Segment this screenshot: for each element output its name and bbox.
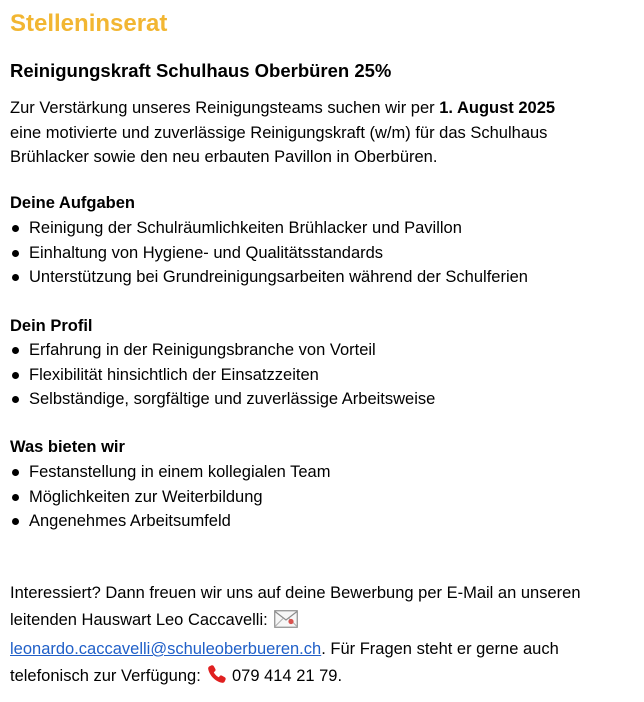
intro-text-start: Zur Verstärkung unseres Reinigungsteams suchen wir per xyxy=(10,99,440,117)
contact-line-4 xyxy=(10,663,640,693)
list-item xyxy=(10,509,330,534)
contact-line-2 xyxy=(10,607,640,637)
bullet-icon xyxy=(12,347,19,354)
contact-line-1: Interessiert? Dann freuen wir uns auf deine Bewerbung per E-Mail an unseren xyxy=(10,584,581,602)
bullet-icon xyxy=(12,225,19,232)
intro-line-1 xyxy=(10,96,636,121)
bullet-icon xyxy=(12,469,19,476)
list-item xyxy=(10,241,528,266)
contact-line-3 xyxy=(10,636,640,663)
bullet-icon xyxy=(12,494,19,501)
intro-line-2: eine motivierte und zuverlässige Reinigungskraft (w/m) für das Schulhaus xyxy=(10,123,548,142)
profile-list xyxy=(10,338,435,412)
section-heading-offer: Was bieten wir xyxy=(10,438,125,456)
contact-line-3-rest: . Für Fragen steht er gerne auch xyxy=(321,640,559,658)
list-item-text: Flexibilität hinsichtlich der Einsatzzeiten xyxy=(29,365,319,384)
intro-paragraph xyxy=(10,96,636,170)
bullet-icon xyxy=(12,518,19,525)
document-title: Stelleninserat xyxy=(10,10,168,37)
bullet-icon xyxy=(12,396,19,403)
list-item-text: Einhaltung von Hygiene- und Qualitätsstandards xyxy=(29,243,384,262)
telephone-icon xyxy=(207,664,227,693)
list-item xyxy=(10,363,435,388)
offer-list xyxy=(10,460,330,534)
phone-intro-text: telefonisch zur Verfügung: xyxy=(10,666,206,685)
list-item xyxy=(10,265,528,290)
list-item-text: Unterstützung bei Grundreinigungsarbeiten während der Schulferien xyxy=(29,268,528,286)
list-item-text: Selbständige, sorgfältige und zuverlässige Arbeitsweise xyxy=(29,390,436,408)
list-item xyxy=(10,338,435,363)
phone-number[interactable]: 079 414 21 79. xyxy=(231,666,343,685)
envelope-icon xyxy=(274,610,298,637)
contact-person-text: leitenden Hauswart Leo Caccavelli: xyxy=(10,610,273,629)
contact-paragraph xyxy=(10,580,640,692)
email-link[interactable]: leonardo.caccavelli@schuleoberbueren.ch xyxy=(10,640,322,658)
list-item-text: Möglichkeiten zur Weiterbildung xyxy=(29,487,263,506)
bullet-icon xyxy=(12,274,19,281)
list-item-text: Reinigung der Schulräumlichkeiten Brühlacker und Pavillon xyxy=(29,219,462,237)
tasks-list xyxy=(10,216,528,290)
intro-line-3: Brühlacker sowie den neu erbauten Pavillon in Oberbüren. xyxy=(10,148,438,166)
bullet-icon xyxy=(12,372,19,379)
list-item xyxy=(10,460,330,485)
section-heading-profile: Dein Profil xyxy=(10,317,93,335)
list-item xyxy=(10,387,435,412)
list-item-text: Angenehmes Arbeitsumfeld xyxy=(29,512,231,530)
bullet-icon xyxy=(12,250,19,257)
start-date: 1. August 2025 xyxy=(439,99,556,117)
job-title: Reinigungskraft Schulhaus Oberbüren 25% xyxy=(10,60,392,81)
list-item xyxy=(10,216,528,241)
list-item-text: Festanstellung in einem kollegialen Team xyxy=(29,463,331,481)
section-heading-tasks: Deine Aufgaben xyxy=(10,194,135,212)
list-item-text: Erfahrung in der Reinigungsbranche von Vorteil xyxy=(29,341,376,359)
list-item xyxy=(10,485,330,510)
